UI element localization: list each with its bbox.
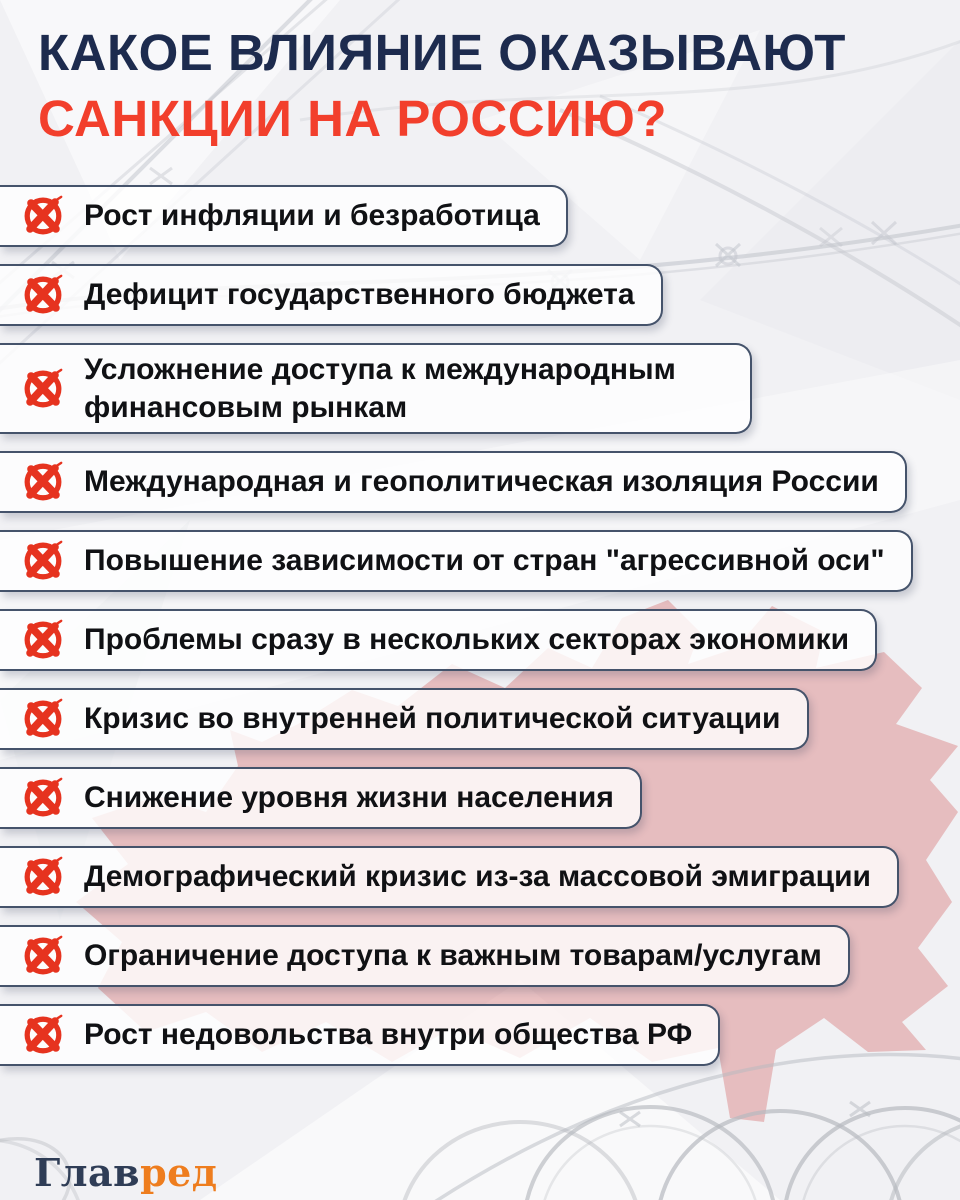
list-item-label: Усложнение доступа к международным финансовым рынкам xyxy=(84,353,676,424)
list-item xyxy=(0,609,877,671)
list-item-label: Рост инфляции и безработица xyxy=(84,199,540,233)
crossed-circle-icon xyxy=(20,775,66,821)
list-item-label: Кризис во внутренней политической ситуации xyxy=(84,702,781,736)
list-item xyxy=(0,451,907,513)
list-item-label: Демографический кризис из-за массовой эмиграции xyxy=(84,860,871,894)
list-item-label: Ограничение доступа к важным товарам/услугам xyxy=(84,939,822,973)
crossed-circle-icon xyxy=(20,854,66,900)
header xyxy=(0,0,960,147)
crossed-circle-icon xyxy=(20,538,66,584)
crossed-circle-icon xyxy=(20,272,66,318)
list-item xyxy=(0,767,642,829)
list-item-label: Проблемы сразу в нескольких секторах экономики xyxy=(84,623,850,657)
list-item-label: Международная и геополитическая изоляция России xyxy=(84,465,879,499)
list-item xyxy=(0,688,809,750)
list-item xyxy=(0,264,663,326)
list-item-label: Повышение зависимости от стран "агрессивной оси" xyxy=(84,544,885,578)
list-item xyxy=(0,1004,720,1066)
page-title-line1: КАКОЕ ВЛИЯНИЕ ОКАЗЫВАЮТ xyxy=(38,24,846,81)
crossed-circle-icon xyxy=(20,366,66,412)
list-item-label: Рост недовольства внутри общества РФ xyxy=(84,1018,693,1052)
list-item-label: Снижение уровня жизни населения xyxy=(84,781,614,815)
list-item xyxy=(0,343,752,434)
glavred-logo xyxy=(34,1150,960,1195)
list-item xyxy=(0,185,568,247)
crossed-circle-icon xyxy=(20,459,66,505)
logo-part-orange: ред xyxy=(140,1150,218,1196)
list-item xyxy=(0,846,899,908)
list-item-label: Дефицит государственного бюджета xyxy=(84,278,635,312)
crossed-circle-icon xyxy=(20,193,66,239)
list-item xyxy=(0,530,913,592)
crossed-circle-icon xyxy=(20,617,66,663)
page-title-line2: САНКЦИИ НА РОССИЮ? xyxy=(38,90,667,148)
list-item xyxy=(0,925,850,987)
logo-part-dark: Глав xyxy=(34,1150,141,1196)
crossed-circle-icon xyxy=(20,696,66,742)
crossed-circle-icon xyxy=(20,1012,66,1058)
crossed-circle-icon xyxy=(20,933,66,979)
sanctions-effects-list xyxy=(0,185,960,1066)
footer xyxy=(34,1150,960,1195)
